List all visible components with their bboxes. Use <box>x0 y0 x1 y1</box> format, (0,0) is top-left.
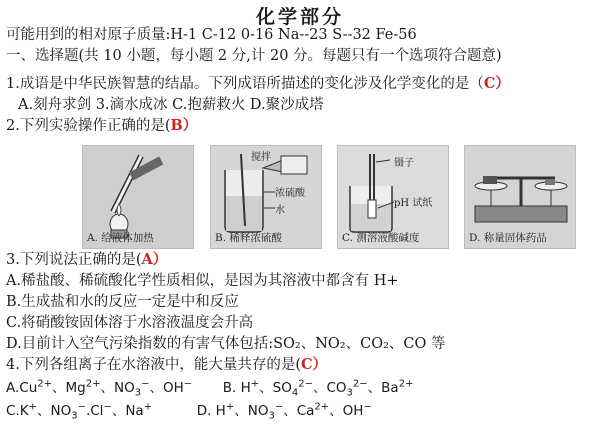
q3-stem <box>6 251 167 269</box>
q1-close: ） <box>495 75 510 92</box>
figure-c-caption: C. 测溶液酸碱度 <box>342 232 420 244</box>
conc-acid-label: 浓硫酸 <box>275 188 305 199</box>
section-heading: 一、选择题(共 10 小题，每小题 2 分,计 20 分。每题只有一个选项符合题意) <box>6 48 502 64</box>
q4-answer: C <box>301 356 313 373</box>
q2-stem <box>6 117 197 135</box>
figure-b <box>210 145 322 249</box>
q3-answer: A <box>141 251 153 268</box>
figure-b-caption: B. 稀释浓硫酸 <box>215 232 282 244</box>
figure-c <box>337 145 449 249</box>
q4-options-row1 <box>6 379 413 397</box>
section-title: 化学部分 <box>255 6 344 28</box>
q3-close: ） <box>152 251 168 268</box>
q4-stem <box>6 356 327 374</box>
q3-option-d: D.目前计入空气污染指数的有害气体包括:SO₂、NO₂、CO₂、CO 等 <box>6 336 446 352</box>
figure-d <box>464 145 576 249</box>
figure-d-caption: D. 称量固体药品 <box>469 232 547 244</box>
figure-a <box>82 145 194 249</box>
q1-stem-text: 1.成语是中华民族智慧的结晶。下列成语所描述的变化涉及化学变化的是（ <box>6 76 484 92</box>
q2-answer: B <box>170 117 183 134</box>
stir-label: 搅拌 <box>251 152 271 163</box>
q1-stem <box>6 75 510 93</box>
q3-option-a: A.稀盐酸、稀硫酸化学性质相似，是因为其溶液中都含有 H+ <box>6 273 399 289</box>
q3-option-b: B.生成盐和水的反应一定是中和反应 <box>6 294 239 310</box>
q4-option-a: $A.Cu^{2+}$、$Mg^{2+}$、$NO_3^-$、OH− <box>6 378 193 399</box>
q4-options-row2 <box>6 402 372 420</box>
q1-answer: C <box>483 75 496 92</box>
q2-figures <box>82 145 582 249</box>
ph-paper-label: pH 试纸 <box>394 198 433 209</box>
q4-close: ） <box>312 356 328 373</box>
q2-close: ） <box>182 117 198 134</box>
q4-option-d: D. H+、$NO_3^-$、$Ca^{2+}$、OH− <box>196 401 372 422</box>
q2-stem-text: 2.下列实验操作正确的是( <box>6 118 171 134</box>
q4-option-c: C.K+、$NO_3^-.Cl^-$、Na+ <box>6 401 153 422</box>
q3-stem-text: 3.下列说法正确的是( <box>6 252 142 268</box>
atomic-masses: 可能用到的相对原子质量:H-1 C-12 0-16 Na--23 S--32 Fe-56 <box>6 27 417 43</box>
q4-option-b: B. H+、$SO_4^{2-}$、$CO_3^{2-}$、$Ba^{2+}$ <box>222 378 414 399</box>
q1-options: A.刻舟求剑 3.滴水成冰 C.抱薪救火 D.聚沙成塔 <box>18 97 324 113</box>
tweezers-label: 镊子 <box>394 158 414 169</box>
q4-stem-text: 4.下列各组离子在水溶液中，能大量共存的是( <box>6 357 301 373</box>
water-label: 水 <box>275 205 285 216</box>
figure-a-caption: A. 给液体加热 <box>87 232 154 244</box>
q3-option-c: C.将硝酸铵固体溶于水溶液温度会升高 <box>6 315 254 331</box>
